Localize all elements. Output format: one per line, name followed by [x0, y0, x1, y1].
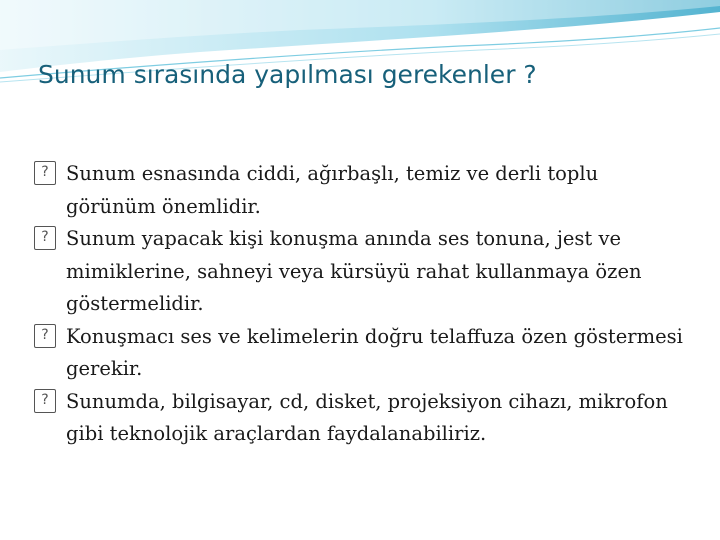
bullet-list	[34, 158, 694, 451]
bullet-text: Sunumda, bilgisayar, cd, disket, projeksiyon cihazı, mikrofon gibi teknolojik araçlardan faydalanabiliriz.	[66, 389, 668, 445]
bullet-item	[34, 158, 694, 223]
bullet-text: Sunum esnasında ciddi, ağırbaşlı, temiz ve derli toplu görünüm önemlidir.	[66, 162, 599, 218]
bullet-item	[34, 223, 694, 321]
bullet-item	[34, 386, 694, 451]
bullet-text: Konuşmacı ses ve kelimelerin doğru telaffuza özen göstermesi gerekir.	[66, 324, 683, 380]
missing-glyph-icon: ?	[34, 226, 56, 250]
slide-title: Sunum sırasında yapılması gerekenler ?	[38, 60, 537, 89]
bullet-item	[34, 321, 694, 386]
bullet-text: Sunum yapacak kişi konuşma anında ses tonuna, jest ve mimiklerine, sahneyi veya kürsüyü rahat kullanmaya özen göstermelidir.	[66, 227, 642, 315]
missing-glyph-icon: ?	[34, 389, 56, 413]
missing-glyph-icon: ?	[34, 324, 56, 348]
missing-glyph-icon: ?	[34, 161, 56, 185]
